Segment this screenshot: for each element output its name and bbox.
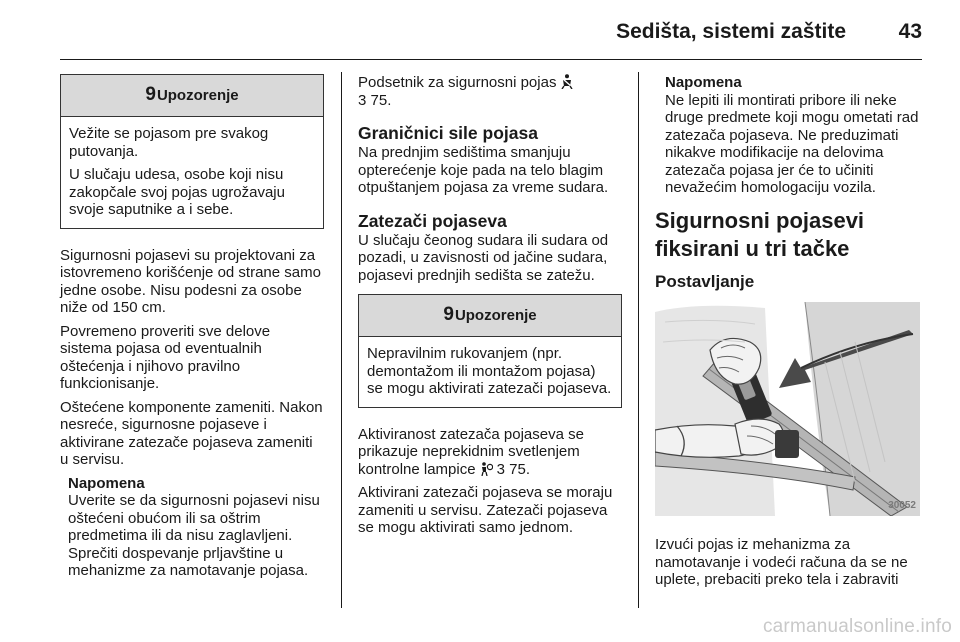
column-divider: [341, 72, 342, 608]
section-heading: Zatezači pojaseva: [358, 210, 507, 231]
airbag-warning-icon: [480, 461, 497, 477]
reminder-paragraph: [358, 74, 622, 109]
page-ref: 75.: [509, 460, 530, 478]
note-box: [60, 475, 324, 580]
note-heading: Napomena: [68, 474, 145, 492]
warning-box: [60, 74, 324, 229]
header-title: Sedišta, sistemi zaštite: [616, 20, 846, 43]
reminder-text: Podsetnik za sigurnosni pojas: [358, 74, 557, 91]
body-paragraph: Izvući pojas iz mehanizma za namotavanje i vodeći računa da se ne uplete, prebaciti preko tela i zabraviti: [655, 536, 908, 588]
section-text: U slučaju čeonog sudara ili sudara od pozadi, u zavisnosti od jačine sudara, pojasevi prednjih sedišta se zatežu.: [358, 231, 609, 284]
body-paragraph: Sigurnosni pojasevi su projektovani za istovremeno korišćenje od strane samo jedne osobe. Nisu podesni za osobe niže od 150 cm.: [60, 246, 321, 316]
section-title: [655, 207, 925, 263]
warning-body: [61, 117, 323, 228]
warning-text: Nepravilnim rukovanjem (npr. demontažom ili montažom pojasa) se mogu aktivirati zatezači pojaseva.: [367, 345, 612, 397]
page-ref-arrow: 3: [358, 91, 367, 109]
activation-text: Aktiviranost zatezača pojaseva se prikazuje neprekidnim svetlenjem kontrolne lampice: [358, 425, 584, 478]
seatbelt-drawing: [655, 302, 920, 516]
page-ref-arrow: 3: [496, 460, 505, 478]
body-paragraph: Aktivirani zatezači pojaseva se moraju zameniti u servisu. Zatezači pojaseva se mogu aktivirati samo jednom.: [358, 484, 613, 536]
warning-body: [359, 337, 621, 407]
warning-icon: 9: [145, 83, 156, 105]
note-box: [655, 74, 925, 197]
warning-header: [61, 75, 323, 117]
seatbelt-reminder-icon: [561, 74, 573, 90]
note-text: Uverite se da sigurnosni pojasevi nisu oštećeni obućom ili sa oštrim predmetima ili da nisu zaglavljeni. Sprečiti dospevanje prljavštine u mehanizme za namotavanje pojasa.: [68, 492, 320, 579]
body-paragraph: Oštećene komponente zameniti. Nakon nesreće, sigurnosne pojaseve i aktivirane zatezače pojaseva zameniti u servisu.: [60, 398, 323, 468]
note-text: Ne lepiti ili montirati pribore ili neke druge predmete koji mogu ometati rad zatezača pojaseva. Ne preduzimati nikakve modifikacije na delovima zatezača pojasa jer će to učiniti nevažećim homologaciju vozila.: [665, 91, 919, 196]
watermark: carmanualsonline.info: [762, 616, 952, 637]
page-number: 43: [898, 20, 922, 43]
section-title-line: Sigurnosni pojasevi: [655, 207, 865, 233]
note-heading: Napomena: [665, 74, 742, 91]
page-header: [60, 14, 922, 60]
column-middle: [358, 74, 622, 543]
warning-icon: 9: [443, 303, 454, 325]
seatbelt-illustration: [655, 302, 920, 516]
warning-text: Vežite se pojasom pre svakog putovanja.: [69, 125, 269, 160]
section-heading: Graničnici sile pojasa: [358, 123, 538, 143]
column-left: [60, 74, 324, 580]
warning-header: [359, 295, 621, 337]
warning-text: U slučaju udesa, osobe koji nisu zakopčale svoj pojas ugrožavaju svoje saputnike a i sebe.: [69, 166, 285, 218]
column-divider: [638, 72, 639, 608]
body-paragraph: [358, 426, 622, 479]
warning-box: [358, 294, 622, 408]
subheading: Postavljanje: [655, 271, 755, 291]
figure-number: 30052: [888, 499, 916, 511]
section-title-line: fiksirani u tri tačke: [655, 235, 850, 261]
warning-label: Upozorenje: [454, 306, 537, 324]
page-ref: 75.: [370, 91, 392, 109]
column-right: [655, 74, 925, 595]
section-text: Na prednjim sedištima smanjuju opterećenje koje pada na telo blagim otpuštanjem pojasa za vreme sudara.: [358, 144, 609, 196]
warning-label: Upozorenje: [156, 86, 239, 104]
body-paragraph: Povremeno proveriti sve delove sistema pojasa od eventualnih oštećenja i njihovo pravilno funkcionisanje.: [60, 322, 271, 392]
